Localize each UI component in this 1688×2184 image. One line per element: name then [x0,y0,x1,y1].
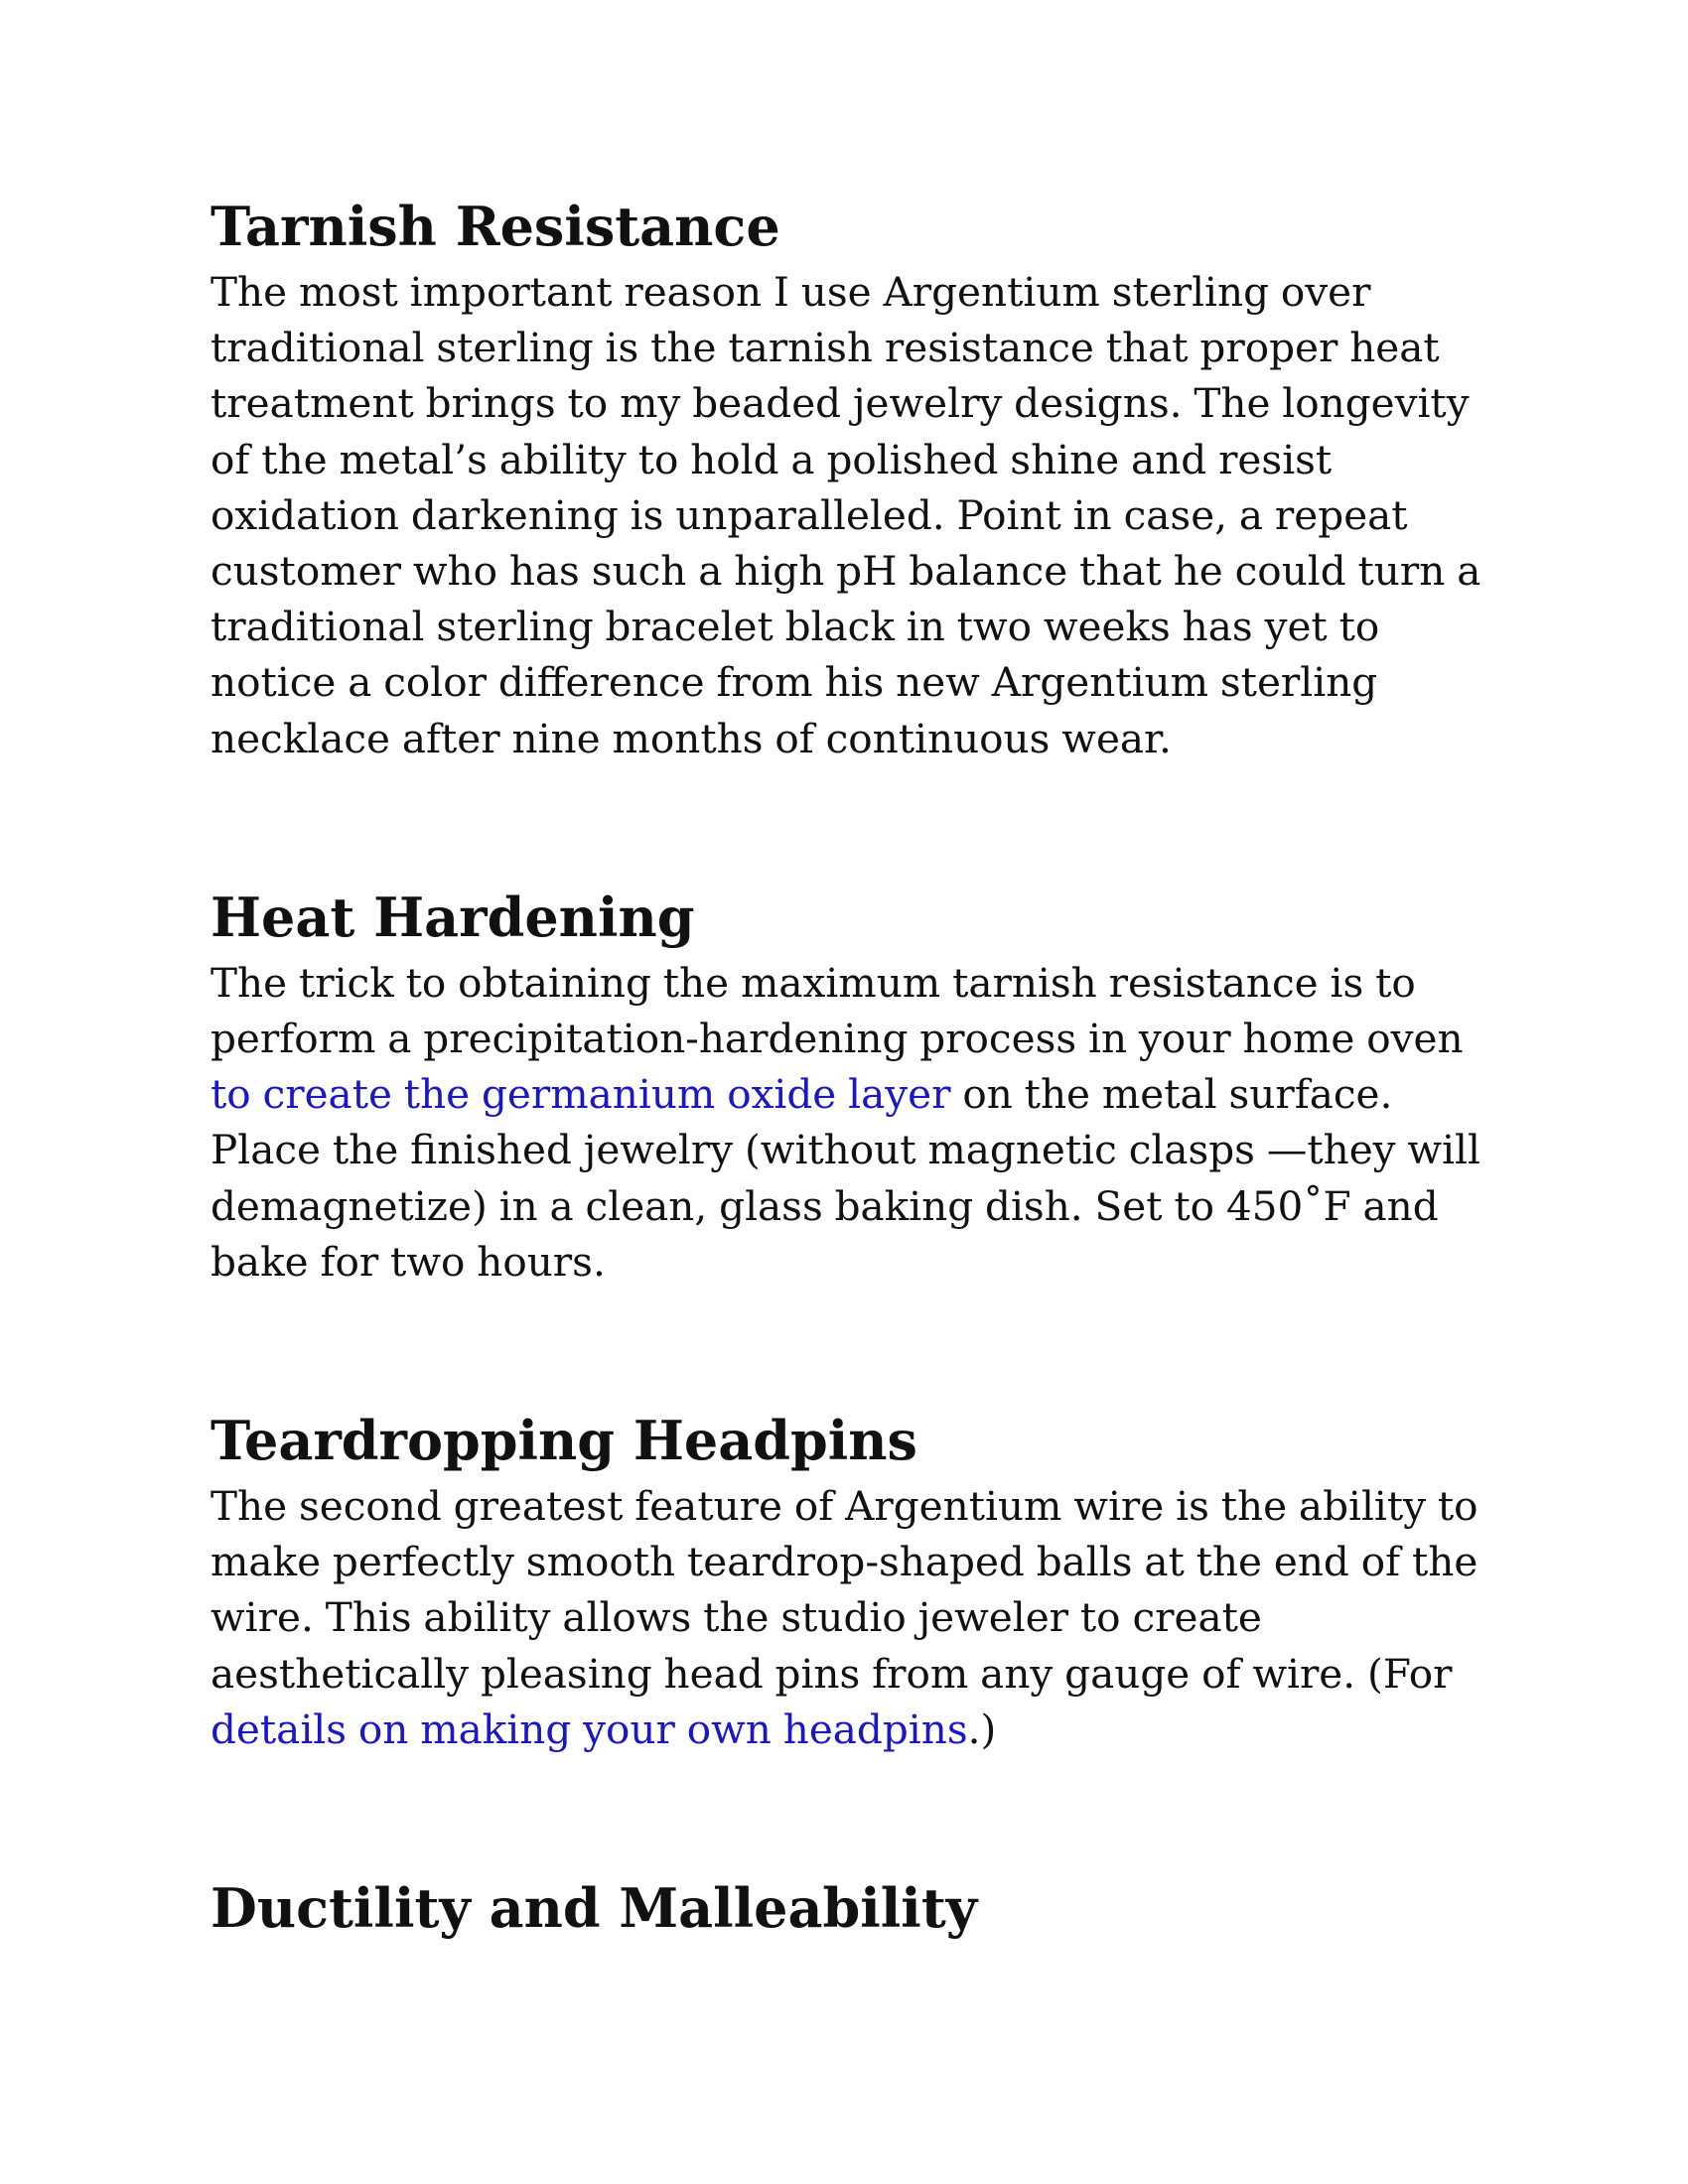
section-body: The most important reason I use Argentium sterling over traditional sterling is the tarnish resistance that proper heat treatment brings to my beaded jewelry designs. The longevity of the metal’s ability to hold a polished shine and resist oxidation darkening is unparalleled. Point in case, a repeat customer who has such a high pH balance that he could turn a traditional sterling bracelet black in two weeks has yet to notice a color difference from his new Argentium sterling necklace after nine months of continuous wear. [211,268,1481,762]
headpins-details-link[interactable]: details on making your own headpins [211,1705,968,1753]
section-spacer [211,1290,1491,1409]
section-spacer [211,766,1491,886]
body-text: The second greatest feature of Argentium wire is the ability to make perfectly smooth teardrop-shaped balls at the end of the wire. This ability allows the studio jeweler to create aesthetically pleasing head pins from any gauge of wire. (For [211,1482,1478,1698]
section-tarnish-resistance [211,195,1491,766]
section-heading: Ductility and Malleability [211,1876,978,1941]
body-text: .) [967,1705,997,1753]
section-heat-hardening [211,886,1491,1290]
document-page [211,195,1491,1946]
section-body [211,955,1491,1290]
section-heading: Tarnish Resistance [211,195,780,258]
body-text: on the metal surface. Place the finished jewelry (without magnetic clasps —they will demagnetize) in a clean, glass baking dish. Set to 450˚F and bake for two hours. [211,1070,1480,1286]
section-ductility-malleability [211,1876,1491,1940]
section-heading: Heat Hardening [211,885,695,949]
body-text: The trick to obtaining the maximum tarnish resistance is to perform a precipitation-hardening process in your home oven [211,958,1464,1063]
section-heading: Teardropping Headpins [211,1409,917,1473]
section-body [211,1478,1491,1757]
germanium-oxide-link[interactable]: to create the germanium oxide layer [211,1070,951,1119]
section-spacer [211,1757,1491,1876]
section-teardropping-headpins [211,1409,1491,1757]
